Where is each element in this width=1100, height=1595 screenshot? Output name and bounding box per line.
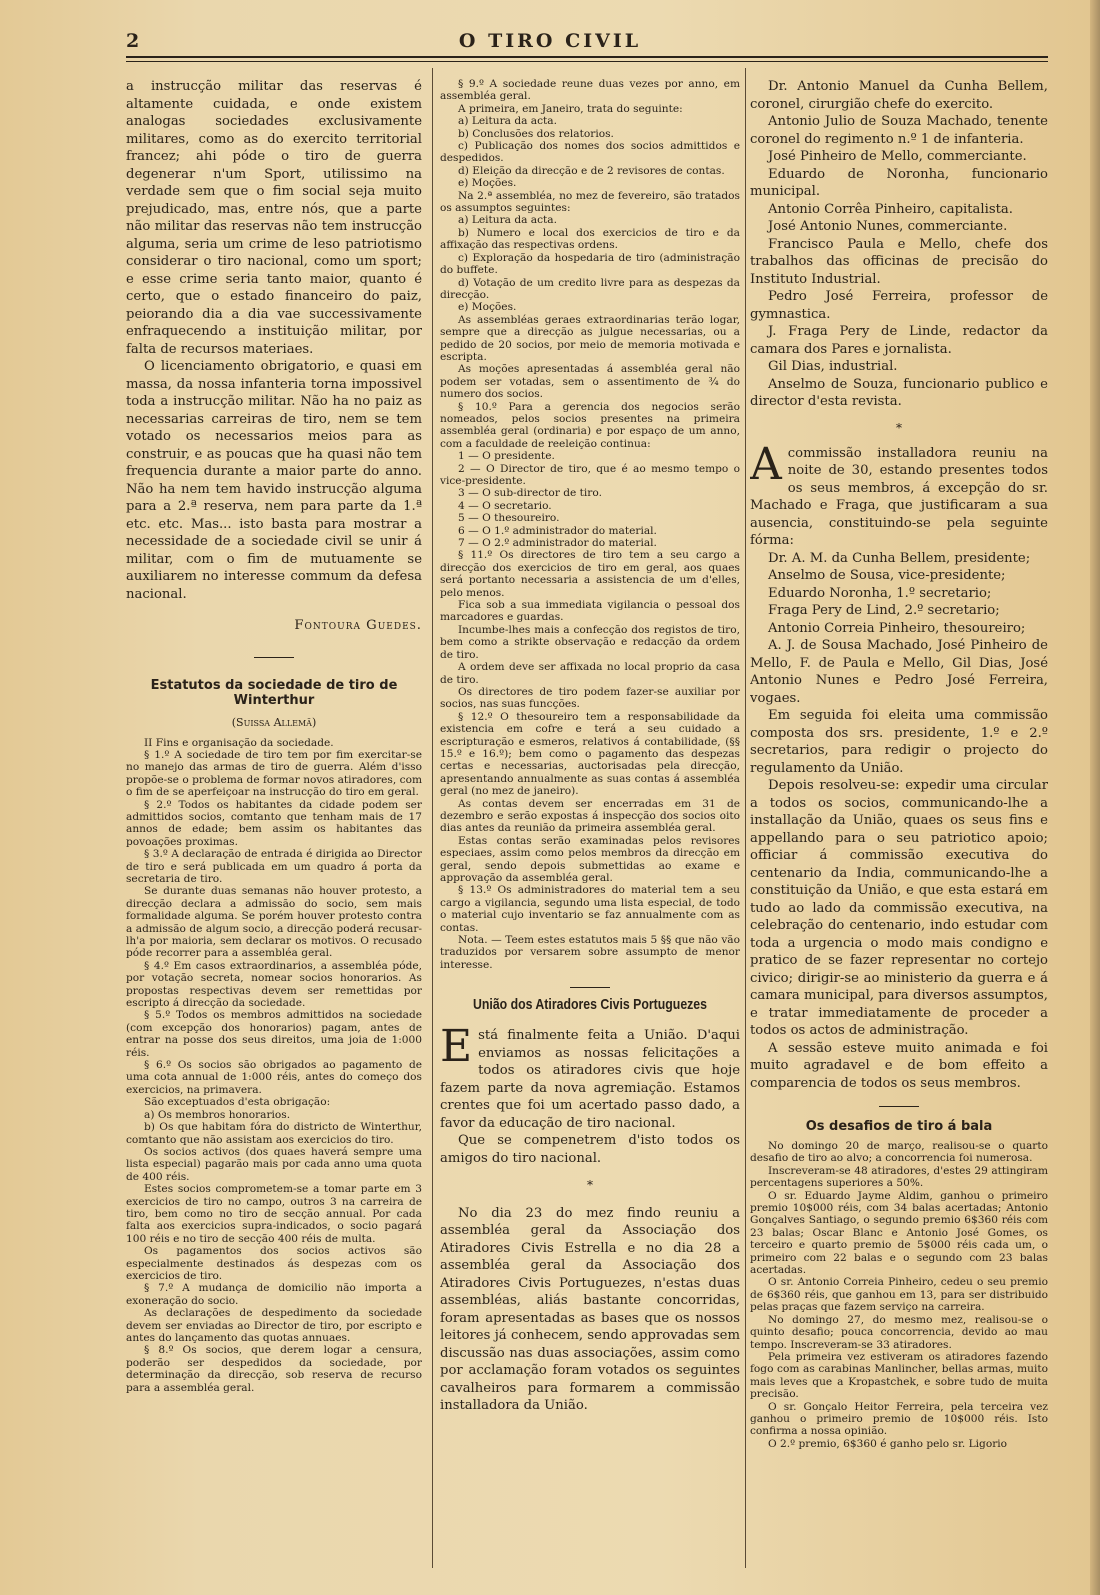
commission-role: Eduardo Noronha, 1.º secretario; — [768, 585, 992, 601]
commission-text: commissão installadora reuniu na noite de 30, estando presentes todos os seus membros, á excepção do sr. Machado e Fraga, que justificaram a sua ausencia, constituindo-se pela seguinte fórma: — [750, 445, 1048, 548]
statute-item: § 10.º Para a gerencia dos negocios serão nomeados, pelos socios presentes na primeira assembléa geral (ordinaria) e por espaço de um anno, com a faculdade de reeleição continua: — [440, 400, 740, 450]
members-list — [750, 78, 1048, 411]
member-item: Eduardo de Noronha, funcionario municipal. — [750, 166, 1048, 199]
commission-paragraph — [750, 438, 1048, 550]
member-item: Francisco Paula e Mello, chefe dos trabalhos das officinas de precisão do Instituto Industrial. — [750, 236, 1048, 287]
member-item: Dr. Antonio Manuel da Cunha Bellem, coronel, cirurgião chefe do exercito. — [750, 79, 1048, 112]
member-item: Antonio Julio de Souza Machado, tenente coronel do regimento n.º 1 de infanteria. — [750, 114, 1048, 147]
column-divider-2 — [745, 68, 746, 1568]
statutes-subheading: (Suissa Allemã) — [231, 715, 317, 729]
statute-item: Na 2.ª assembléa, no mez de fevereiro, são tratados os assumptos seguintes: — [440, 189, 740, 215]
statute-item: Fica sob a sua immediata vigilancia o pessoal dos marcadores e guardas. — [440, 599, 740, 624]
statute-item: As declarações de despedimento da sociedade devem ser enviadas ao Director de tiro, por escripto e antes do lançamento das quotas annuaes. — [126, 1307, 422, 1344]
statute-item: b) Os que habitam fóra do districto de Winterthur, comtanto que não assistam aos exercicios do tiro. — [126, 1121, 422, 1146]
uniao-heading: União dos Atiradores Civis Portuguezes — [473, 996, 707, 1014]
member-item: Antonio Corrêa Pinheiro, capitalista. — [768, 201, 1013, 217]
desafios-article — [750, 1140, 1048, 1450]
uniao-paragraph: No dia 23 do mez findo reuniu a assembléa geral da Associação dos Atiradores Civis Estrella e no dia 28 a assembléa geral da Associação dos Atiradores Civis Portuguezes, n'estas duas assembléas, aliás bastante concorridas, foram apresentadas as bases que os nossos leitores já conhecem, sendo approvadas sem discussão nas duas associações, assim como por acclamação foram votados os seguintes cavalheiros para formarem a commissão installadora da União. — [440, 1205, 740, 1414]
statute-item: a) Os membros honorarios. — [144, 1108, 291, 1121]
statute-item: As moções apresentadas á assembléa geral não podem ser votadas, sem o assentimento de ¾ do numero dos socios. — [440, 363, 740, 401]
header-rule — [126, 56, 1048, 58]
statute-item: e) Moções. — [458, 177, 517, 190]
member-item: Pedro José Ferreira, professor de gymnastica. — [750, 289, 1048, 322]
desafios-paragraph: O sr. Antonio Correia Pinheiro, cedeu o seu premio de 6$360 réis, que ganhou em 13, para ser distribuido pelas praças que fazem serviço na carreira. — [750, 1276, 1048, 1314]
statute-item: A primeira, em Janeiro, trata do seguinte: — [458, 102, 683, 115]
statute-item: Se durante duas semanas não houver protesto, a direcção declara a admissão do socio, sem mais formalidade alguma. Se porém houver protesto contra a admissão de algum socio, a direcção poderá recusar-lh'a por maioria, sem declarar os motivos. O recusado póde recorrer para a assembléa geral. — [126, 885, 422, 960]
paper-edge — [1090, 0, 1100, 1595]
statute-item: São exceptuados d'esta obrigação: — [144, 1096, 331, 1109]
member-item: José Antonio Nunes, commerciante. — [768, 219, 1008, 234]
uniao-text: stá finalmente feita a União. D'aqui enviamos as nossas felicitações a todos os atiradores civis que hoje fazem parte da nova agremiação. Estamos crentes que foi um acertado passo dado, a favor da educação de tiro nacional. — [440, 1028, 740, 1131]
statute-item: § 8.º Os socios, que derem logar a censura, poderão ser despedidos da sociedade, por determinação da direcção, sob reserva de recurso para a assembléa geral. — [126, 1344, 422, 1394]
member-item: J. Fraga Pery de Linde, redactor da camara dos Pares e jornalista. — [750, 324, 1048, 357]
statute-item: § 4.º Em casos extraordinarios, a assembléa póde, por votação secreta, nomear socios honorarios. As propostas respectivas devem ser remettidas por escripto á direcção da sociedade. — [126, 959, 422, 1010]
section-star: * — [896, 420, 902, 435]
column-1 — [126, 78, 422, 1578]
statute-item: b) Numero e local dos exercicios de tiro e da affixação das respectivas ordens. — [440, 226, 740, 252]
drop-cap: E — [440, 1021, 473, 1073]
header-rule-thin — [126, 61, 1048, 62]
statute-item: Estas contas serão examinadas pelos revisores especiaes, assim como pelos membros da direcção em geral, sendo depois submettidas ao exame e approvação da assembléa geral. — [440, 834, 740, 884]
statute-item: As assembléas geraes extraordinarias terão logar, sempre que a direcção as julgue necessarias, ou a pedido de 20 socios, por meio de memoria motivada e escripta. — [440, 313, 740, 363]
article-signature: Fontoura Guedes. — [294, 618, 422, 633]
commission-role: A. J. de Sousa Machado, José Pinheiro de Mello, F. de Paula e Mello, Gil Dias, José Antonio Nunes e Pedro José Ferreira, vogaes. — [750, 638, 1048, 706]
desafios-paragraph: No domingo 20 de março, realisou-se o quarto desafio de tiro ao alvo; a concorrencia foi numerosa. — [750, 1140, 1048, 1165]
statute-item: a) Leitura da acta. — [458, 214, 557, 227]
desafios-paragraph: No domingo 27, do mesmo mez, realisou-se o quinto desafio; pouca concorrencia, devido ao mau tempo. Inscreveram-se 33 atiradores. — [750, 1313, 1048, 1351]
statutes-note: Nota. — Teem estes estatutos mais 5 §§ que não vão traduzidos por versarem sobre assumpto de menor interesse. — [440, 934, 740, 971]
desafios-paragraph: O sr. Gonçalo Heitor Ferreira, pela terceira vez ganhou o primeiro premio de 10$000 réis. Isto confirma a nossa opinião. — [750, 1400, 1048, 1438]
statute-item: e) Moções. — [458, 301, 517, 314]
member-item: Anselmo de Souza, funcionario publico e director d'esta revista. — [750, 376, 1048, 409]
statute-item: § 1.º A sociedade de tiro tem por fim exercitar-se no manejo das armas de tiro de guerra. Além d'isso propõe-se o problema de formar novos atiradores, com o fim de se aperfeiçoar na instrucção do tiro em geral. — [126, 748, 422, 799]
section-separator — [879, 1106, 919, 1107]
section-star: * — [587, 1178, 593, 1193]
statute-item: § 6.º Os socios são obrigados ao pagamento de uma cota annual de 1:000 réis, antes do começo dos exercicios, na primavera. — [126, 1059, 422, 1096]
member-item: Gil Dias, industrial. — [768, 359, 898, 374]
statute-item: Estes socios comprometem-se a tomar parte em 3 exercicios de tiro no campo, outros 3 na carreira de tiro, bem como no tiro de secção annual. Por cada falta aos exercicios supra-indicados, o socio pagará 100 réis e no tiro de secção 400 réis de multa. — [126, 1183, 422, 1245]
commission-role: Dr. A. M. da Cunha Bellem, presidente; — [768, 550, 1031, 566]
uniao-article — [440, 1021, 740, 1415]
commission-article — [750, 438, 1048, 1093]
statute-item: a) Leitura da acta. — [458, 115, 557, 128]
statute-item: c) Publicação dos nomes dos socios admittidos e despedidos. — [440, 140, 740, 165]
statute-item: II Fins e organisação da sociedade. — [144, 736, 334, 749]
statutes-list-continued — [440, 78, 740, 971]
statute-item: § 11.º Os directores de tiro tem a seu cargo a direcção dos exercicios de tiro em geral, aos quaes será portanto necessaria a assistencia de um d'elles, pelo menos. — [440, 549, 740, 599]
column-2 — [440, 78, 740, 1578]
statute-item: § 12.º O thesoureiro tem a responsabilidade da existencia em cofre e terá a seu cuidado a escripturação e esmeros, relativos á contabilidade, (§§ 15.º e 16.º); bem como o pagamento das despezas certas e necessarias, auctorisadas pela direcção, apresentando annualmente as suas contas á assembléa geral (no mez de janeiro). — [440, 710, 740, 798]
statute-item: 2 — O Director de tiro, que é ao mesmo tempo o vice-presidente. — [440, 462, 740, 487]
section-separator — [254, 657, 294, 658]
statute-item: A ordem deve ser affixada no local proprio da casa de tiro. — [440, 661, 740, 686]
statute-item: 1 — O presidente. — [458, 450, 555, 463]
column-divider-1 — [432, 68, 433, 1568]
desafios-paragraph: Pela primeira vez estiveram os atiradores fazendo fogo com as carabinas Manlincher, bellas armas, muito mais leves que a Kropastchek, e sobre tudo de muita precisão. — [750, 1350, 1048, 1401]
section-separator — [570, 987, 610, 988]
statute-item: 6 — O 1.º administrador do material. — [458, 524, 657, 537]
statute-item: 7 — O 2.º administrador do material. — [458, 537, 657, 550]
statute-item: § 13.º Os administradores do material tem a seu cargo a vigilancia, segundo uma lista especial, de todo o material cujo inventario se faz annualmente com as contas. — [440, 884, 740, 934]
commission-paragraph: Depois resolveu-se: expedir uma circular a todos os socios, communicando-lhe a installação da União, quaes os seus fins e appellando para o seu patriotico apoio; officiar á commissão executiva do centenario da India, communicando-lhe a constituição da União, e que esta estará em tudo ao lado da commissão executiva, na celebração do centenario, indo estudar com toda a urgencia o modo mais condigno e pratico de se fazer representar no cortejo civico; dirigir-se ao ministerio da guerra e á camara municipal, para diversos assumptos, e tratar immediatamente de proceder a todos os actos de administração. — [750, 778, 1048, 1038]
drop-cap: A — [750, 438, 782, 490]
commission-paragraph: A sessão esteve muito animada e foi muito agradavel e de bom effeito a comparencia de todos os seus membros. — [750, 1040, 1048, 1091]
statute-item: Os socios activos (dos quaes haverá sempre uma lista especial) pagarão mais por cada anno uma quota de 400 réis. — [126, 1145, 422, 1183]
statute-item: As contas devem ser encerradas em 31 de dezembro e serão expostas á inspecção dos socios oito dias antes da reunião da primeira assembléa geral. — [440, 797, 740, 835]
commission-paragraph: Em seguida foi eleita uma commissão composta dos srs. presidente, 1.º e 2.º secretarios, para redigir o projecto do regulamento da União. — [750, 708, 1048, 776]
commission-role: Antonio Correia Pinheiro, thesoureiro; — [768, 620, 1026, 636]
desafios-paragraph: O 2.º premio, 6$360 é ganho pelo sr. Ligorio — [768, 1437, 1008, 1450]
article-paragraph: O licenciamento obrigatorio, e quasi em massa, da nossa infanteria torna impossivel toda a instrucção militar. Não ha no paiz as necessarias carreiras de tiro, nem se tem votado os necessarios meios para as construir, e as poucas que ha quasi não tem frequencia durante a maior parte do anno. Não ha nem tem havido instrucção alguma para a 2.ª reserva, nem para parte da 1.ª etc. etc. Mas... isto basta para mostrar a necessidade de a sociedade civil se unir á militar, com o fim de mutuamente se auxiliarem no interesse commum da defesa nacional. — [126, 359, 422, 602]
desafios-paragraph: O sr. Eduardo Jayme Aldim, ganhou o primeiro premio 10$000 réis, com 34 balas acertadas; Antonio Gonçalves Santiago, o segundo premio 6$360 réis com 23 balas; Oscar Blanc e Antonio José Gomes, os terceiro e quarto premio de 5$000 réis cada um, o primeiro com 22 balas e o segundo com 23 balas acertadas. — [750, 1189, 1048, 1277]
commission-role: Fraga Pery de Lind, 2.º secretario; — [768, 603, 1000, 618]
statute-item: b) Conclusões dos relatorios. — [458, 127, 614, 140]
statute-item: Incumbe-lhes mais a confecção dos registos de tiro, bem como a strikte observação e redacção da ordem de tiro. — [440, 623, 740, 661]
uniao-paragraph — [440, 1021, 740, 1132]
article-intro-paragraph: a instrucção militar das reservas é altamente cuidada, e onde existem analogas sociedades exclusivamente militares, como as do exercito territorial francez; ahi póde o tiro de guerra degenerar n'um Sport, utilissimo na verdade sem que o fim social seja muito prejudicado, mas, entre nós, que a parte não militar das reservas não tem instrucção alguma, seria um crime de leso patriotismo considerar o tiro nacional, como um sport; e esse crime seria tanto maior, quanto é certo, que o estado financeiro do paiz, peiorando dia a dia vae successivamente enfraquecendo a instituição militar, por falta de recursos materiaes. — [126, 79, 422, 357]
statute-item: 4 — O secretario. — [458, 499, 552, 512]
statute-item: Os directores de tiro podem fazer-se auxiliar por socios, nas suas funcções. — [440, 685, 740, 711]
column-3 — [750, 78, 1048, 1578]
statute-item: d) Votação de um credito livre para as despezas da direcção. — [440, 276, 740, 301]
statutes-heading: Estatutos da sociedade de tiro de Winterthur — [150, 677, 398, 708]
statute-item: d) Eleição da direcção e de 2 revisores de contas. — [458, 164, 725, 177]
statute-item: c) Exploração da hospedaria de tiro (administração do buffete. — [440, 251, 740, 277]
statute-item: § 3.º A declaração de entrada é dirigida ao Director de tiro e será publicada em um quadro á porta da secretaria de tiro. — [126, 848, 422, 885]
uniao-paragraph: Que se compenetrem d'isto todos os amigos do tiro nacional. — [440, 1133, 740, 1166]
statute-item: § 5.º Todos os membros admittidos na sociedade (com excepção dos honorarios) pagam, antes de entrar na posse dos seus direitos, uma joia de 1:000 réis. — [126, 1009, 422, 1059]
page-number: 2 — [126, 30, 140, 52]
statute-item: Os pagamentos dos socios activos são especialmente destinados ás despezas com os exercicios de tiro. — [126, 1245, 422, 1282]
desafios-paragraph: Inscreveram-se 48 atiradores, d'estes 29 attingiram percentagens superiores a 50%. — [750, 1164, 1048, 1190]
statutes-list — [126, 737, 422, 1395]
desafios-heading: Os desafios de tiro á bala — [805, 1119, 993, 1134]
masthead-title: O TIRO CIVIL — [458, 30, 642, 52]
statute-item: 5 — O thesoureiro. — [458, 512, 560, 525]
member-item: José Pinheiro de Mello, commerciante. — [768, 149, 1027, 164]
commission-role: Anselmo de Sousa, vice-presidente; — [768, 568, 1006, 583]
statute-item: 3 — O sub-director de tiro. — [458, 487, 602, 500]
statute-item: § 7.º A mudança de domicilio não importa a exoneração do socio. — [126, 1282, 422, 1307]
statute-item: § 2.º Todos os habitantes da cidade podem ser admittidos socios, comtanto que tenham mais de 17 annos de edade; bem assim os habitantes das povoações proximas. — [126, 798, 422, 848]
statute-item: § 9.º A sociedade reune duas vezes por anno, em assembléa geral. — [440, 78, 740, 103]
